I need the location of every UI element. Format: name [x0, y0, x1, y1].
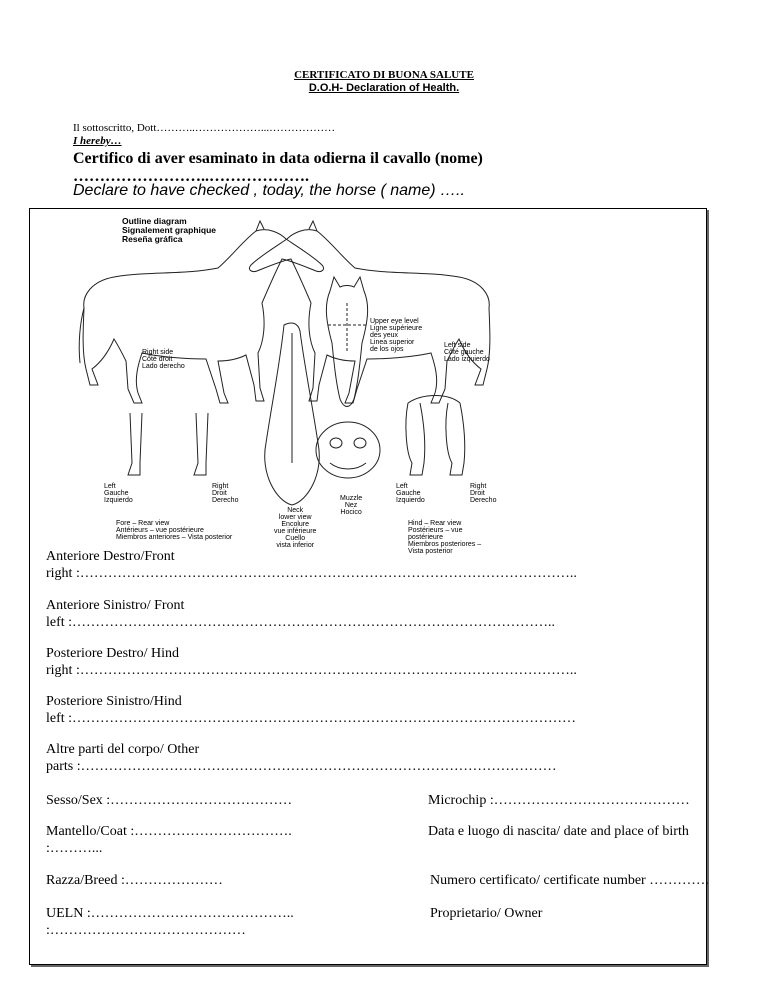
- fore-right-label: Right Droit Derecho: [212, 483, 239, 504]
- declare-line-en: Declare to have checked , today, the horse ( name) …..: [73, 182, 465, 199]
- document-title: CERTIFICATO DI BUONA SALUTE: [294, 69, 474, 81]
- horse-outline-drawing: [78, 213, 495, 548]
- front-left-field[interactable]: Anteriore Sinistro/ Front left :…………………………………………………………………………………………..: [46, 598, 556, 630]
- horse-head-front-outline: [326, 277, 368, 407]
- fore-left-label: Left Gauche Izquierdo: [104, 483, 133, 504]
- hind-right-field[interactable]: Posteriore Destro/ Hind right :……………………………………………………………………………………………..: [46, 646, 577, 678]
- neck-caption: Neck lower view Encolure vue inférieure Cuello vista inferior: [274, 507, 317, 549]
- hind-right-label: Right Droit Derecho: [470, 483, 497, 504]
- hind-left-field[interactable]: Posteriore Sinistro/Hind left :………………………………………………………………………………………………: [46, 694, 577, 726]
- hind-left-label: Left Gauche Izquierdo: [396, 483, 425, 504]
- document-subtitle: D.O.H- Declaration of Health.: [308, 82, 460, 94]
- right-side-label: Right side Côté droit Lado derecho: [142, 349, 185, 370]
- horse-neck-lower-outline: [265, 323, 320, 505]
- eye-level-label: Upper eye level Ligne supérieure des yeux Linea superior de los ojos: [370, 318, 423, 353]
- breed-field[interactable]: Razza/Breed :…………………: [46, 873, 223, 888]
- muzzle-caption: Muzzle Nez Hocico: [340, 495, 363, 516]
- undersigned-line: Il sottoscritto, Dott………..………………...………………: [73, 122, 336, 134]
- hind-legs-rear-outline: [406, 396, 465, 476]
- horse-muzzle-outline: [316, 422, 380, 478]
- birth-date-place-field[interactable]: Data e luogo di nascita/ date and place of birth: [428, 824, 689, 839]
- horse-left-side-outline: [249, 221, 490, 403]
- diagram-title-es: Reseña gráfica: [122, 234, 183, 244]
- diagram-title-en: Outline diagram: [122, 216, 187, 226]
- horse-name-dots: ……………………..……………….: [73, 168, 309, 185]
- other-parts-field[interactable]: Altre parti del corpo/ Other parts :…………………………………………………………………………………………: [46, 742, 557, 774]
- coat-field[interactable]: Mantello/Coat :……………………………. :………...: [46, 824, 292, 856]
- left-side-label: Left side Côté gauche Lado izquierdo: [444, 342, 490, 363]
- owner-field[interactable]: Proprietario/ Owner: [430, 906, 543, 921]
- fore-legs-rear-outline: [128, 413, 208, 475]
- horse-outline-diagram: [78, 213, 497, 555]
- ueln-field[interactable]: UELN :…………………………………….. :……………………………………: [46, 906, 294, 938]
- microchip-field[interactable]: Microchip :……………………………………: [428, 793, 690, 808]
- front-right-field[interactable]: Anteriore Destro/Front right :……………………………………………………………………………………………..: [46, 549, 577, 581]
- i-hereby-line: I hereby…: [73, 135, 122, 147]
- hind-rear-caption: Hind – Rear view Postérieurs – vue postérieure Miembros posteriores – Vista posterior: [408, 520, 482, 555]
- certificate-number-field[interactable]: Numero certificato/ certificate number ………….: [430, 873, 709, 888]
- certify-line-it: Certifico di aver esaminato in data odierna il cavallo (nome): [73, 150, 483, 167]
- diagram-title-fr: Signalement graphique: [122, 225, 216, 235]
- horse-right-side-outline: [79, 221, 323, 403]
- sex-field[interactable]: Sesso/Sex :…………………………………: [46, 793, 293, 808]
- fore-rear-caption: Fore – Rear view Antérieurs – vue postérieure Miembros anteriores – Vista posterior: [116, 520, 233, 541]
